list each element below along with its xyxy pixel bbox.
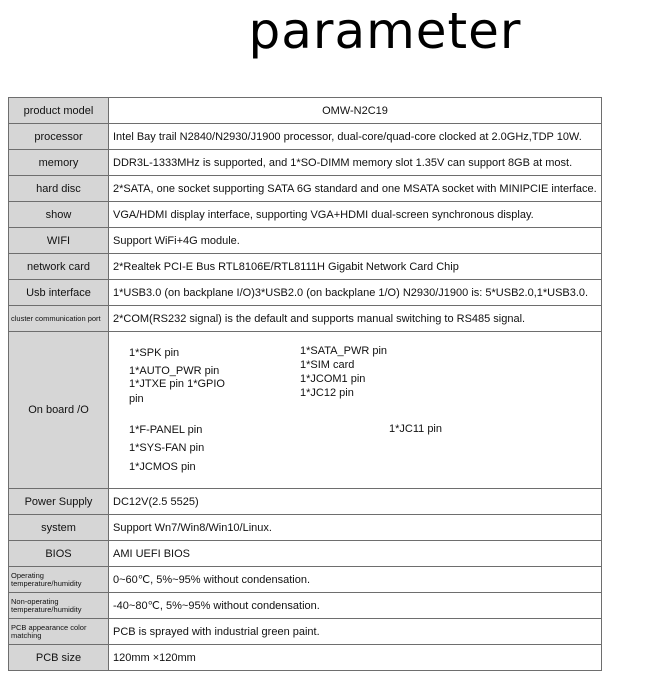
onboard-list — [109, 332, 601, 488]
row-bios — [9, 541, 602, 567]
row-cluster — [9, 306, 602, 332]
row-nonop-temp — [9, 593, 602, 619]
value-network: 2*Realtek PCI-E Bus RTL8106E/RTL8111H Gigabit Network Card Chip — [109, 254, 602, 280]
label-hard-disc: hard disc — [9, 176, 109, 202]
row-onboard — [9, 332, 602, 489]
value-wifi: Support WiFi+4G module. — [109, 228, 602, 254]
onboard-item: 1*JCMOS pin — [129, 461, 196, 473]
label-op-temp: Operating temperature/humidity — [9, 567, 109, 593]
row-model — [9, 98, 602, 124]
value-show: VGA/HDMI display interface, supporting VGA+HDMI dual-screen synchronous display. — [109, 202, 602, 228]
value-op-temp: 0~60℃, 5%~95% without condensation. — [109, 567, 602, 593]
onboard-item: 1*SIM card — [300, 359, 355, 371]
page-title: parameter — [248, 2, 522, 60]
row-wifi — [9, 228, 602, 254]
value-power: DC12V(2.5 5525) — [109, 489, 602, 515]
value-onboard — [109, 332, 602, 489]
label-network: network card — [9, 254, 109, 280]
value-pcb-size: 120mm ×120mm — [109, 645, 602, 671]
value-memory: DDR3L-1333MHz is supported, and 1*SO-DIMM memory slot 1.35V can support 8GB at most. — [109, 150, 602, 176]
label-processor: processor — [9, 124, 109, 150]
value-pcb-color: PCB is sprayed with industrial green paint. — [109, 619, 602, 645]
row-show — [9, 202, 602, 228]
onboard-item: 1*JCOM1 pin — [300, 373, 366, 385]
row-processor — [9, 124, 602, 150]
onboard-item: 1*SPK pin — [129, 347, 180, 359]
label-onboard: On board /O — [9, 332, 109, 489]
onboard-item: 1*SATA_PWR pin — [300, 345, 388, 357]
onboard-item: 1*SYS-FAN pin — [129, 442, 205, 454]
value-system: Support Wn7/Win8/Win10/Linux. — [109, 515, 602, 541]
label-system: system — [9, 515, 109, 541]
label-nonop-temp: Non-operating temperature/humidity — [9, 593, 109, 619]
label-pcb-color: PCB appearance color matching — [9, 619, 109, 645]
onboard-item: 1*JC12 pin — [300, 387, 354, 399]
row-usb — [9, 280, 602, 306]
label-power: Power Supply — [9, 489, 109, 515]
label-wifi: WIFI — [9, 228, 109, 254]
row-system — [9, 515, 602, 541]
row-op-temp — [9, 567, 602, 593]
label-show: show — [9, 202, 109, 228]
label-usb: Usb interface — [9, 280, 109, 306]
row-hard-disc — [9, 176, 602, 202]
value-model: OMW-N2C19 — [109, 98, 602, 124]
row-network — [9, 254, 602, 280]
spec-table — [8, 97, 602, 671]
row-power — [9, 489, 602, 515]
value-cluster: 2*COM(RS232 signal) is the default and supports manual switching to RS485 signal. — [109, 306, 602, 332]
label-model: product model — [9, 98, 109, 124]
value-usb: 1*USB3.0 (on backplane I/O)3*USB2.0 (on backplane 1/O) N2930/J1900 is: 5*USB2.0,1*USB3.0. — [109, 280, 602, 306]
onboard-item: 1*JC11 pin — [389, 423, 442, 435]
value-hard-disc: 2*SATA, one socket supporting SATA 6G standard and one MSATA socket with MINIPCIE interface. — [109, 176, 602, 202]
row-pcb-color — [9, 619, 602, 645]
row-memory — [9, 150, 602, 176]
row-pcb-size — [9, 645, 602, 671]
label-pcb-size: PCB size — [9, 645, 109, 671]
label-cluster: cluster communication port — [9, 306, 109, 332]
value-nonop-temp: -40~80℃, 5%~95% without condensation. — [109, 593, 602, 619]
label-bios: BIOS — [9, 541, 109, 567]
onboard-item: 1*F-PANEL pin — [129, 424, 203, 436]
onboard-item: pin — [129, 393, 144, 405]
value-bios: AMI UEFI BIOS — [109, 541, 602, 567]
onboard-item: 1*AUTO_PWR pin — [129, 365, 220, 377]
label-memory: memory — [9, 150, 109, 176]
onboard-item: 1*JTXE pin 1*GPIO — [129, 378, 225, 390]
value-processor: Intel Bay trail N2840/N2930/J1900 processor, dual-core/quad-core clocked at 2.0GHz,TDP 10W. — [109, 124, 602, 150]
